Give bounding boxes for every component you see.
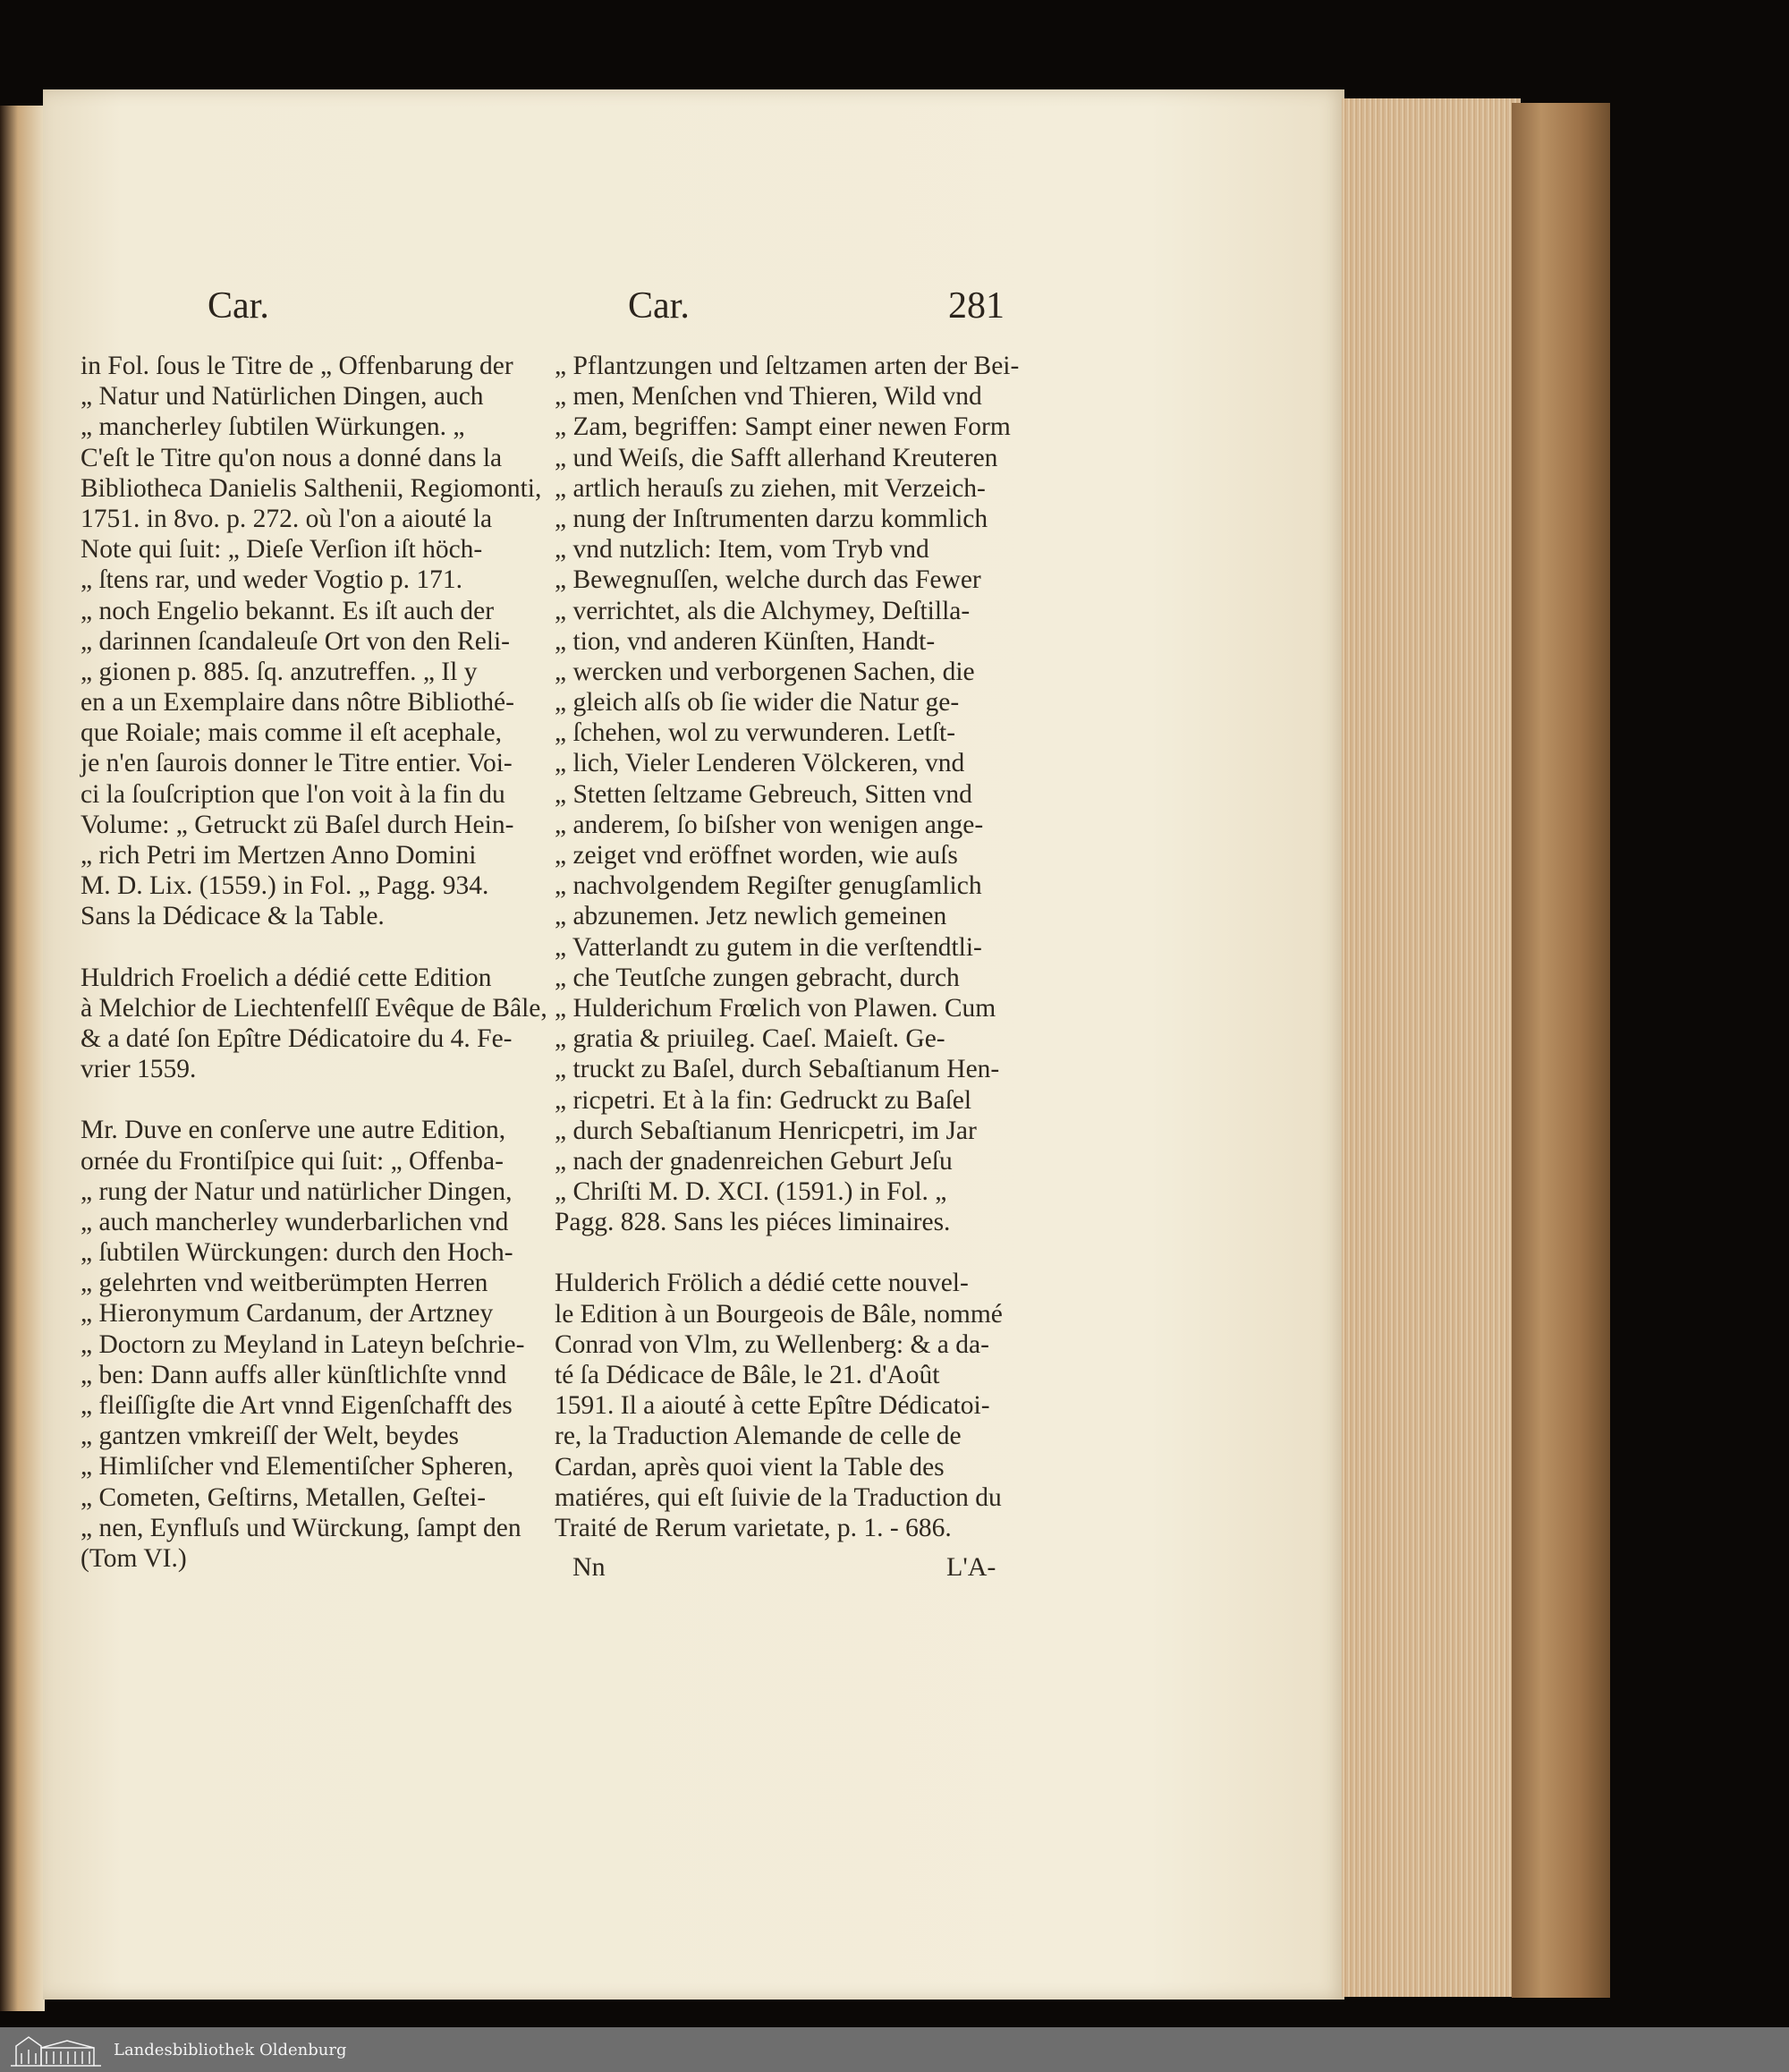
text-line: „ truckt zu Baſel, durch Sebaſtianum Hen- xyxy=(555,1055,1000,1084)
text-line: „ durch Sebaſtianum Henricpetri, im Jar xyxy=(555,1116,977,1145)
text-line: „ vnd nutzlich: Item, vom Tryb vnd xyxy=(555,535,929,565)
text-line: „ auch mancherley wunderbarlichen vnd xyxy=(81,1207,509,1236)
text-line: „ Pflantzungen und ſeltzamen arten der Bei- xyxy=(555,352,1020,380)
text-line: „ Zam, begriffen: Sampt einer newen Form xyxy=(555,412,1011,442)
text-line: „ anderem, ſo biſsher von wenigen ange- xyxy=(555,810,984,839)
text-line: „ nung der Inſtrumenten darzu kommlich xyxy=(555,504,988,533)
text-line: „ fleiſſigſte die Art vnnd Eigenſchafft des xyxy=(81,1391,513,1420)
paragraph-gap xyxy=(555,1237,1000,1268)
text-line: „ verrichtet, als die Alchymey, Deſtilla- xyxy=(555,596,971,625)
text-line: „ tion, vnd anderen Künſten, Handt- xyxy=(555,626,936,656)
left-page-edge xyxy=(0,106,45,2011)
text-line: „ che Teutſche zungen gebracht, durch xyxy=(555,963,960,992)
text-line: „ zeiget vnd eröffnet worden, wie auſs xyxy=(555,841,958,870)
text-line: ci la ſouſcription que l'on voit à la fin du xyxy=(81,779,505,809)
text-line: „ gelehrten vnd weitberümpten Herren xyxy=(81,1269,488,1298)
text-line: je n'en ſaurois donner le Titre entier. Voi- xyxy=(81,749,513,778)
text-line: Traité de Rerum varietate, p. 1. - 686. xyxy=(555,1513,952,1542)
text-line: „ Bewegnuſſen, welche durch das Fewer xyxy=(555,565,981,595)
text-line: „ ſchehen, wol zu verwunderen. Letſt- xyxy=(555,718,956,748)
text-line: „ gratia & priuileg. Caeſ. Maieſt. Ge- xyxy=(555,1024,945,1054)
text-line: „ Vatterlandt zu gutem in die verſtendtli- xyxy=(555,932,982,962)
text-line: „ ſtens rar, und weder Vogtio p. 171. xyxy=(81,565,463,595)
text-line: Bibliotheca Danielis Salthenii, Regiomonti, xyxy=(81,473,542,503)
page-number: 281 xyxy=(948,285,1005,327)
text-line: „ Natur und Natürlichen Dingen, auch xyxy=(81,382,484,412)
text-line: Sans la Dédicace & la Table. xyxy=(81,902,385,931)
running-head-left: Car. xyxy=(208,285,269,327)
text-line: „ lich, Vieler Lenderen Völckeren, vnd xyxy=(555,749,965,778)
text-line: „ Hulderichum Frœlich von Plawen. Cum xyxy=(555,993,996,1023)
text-line: Mr. Duve en conſerve une autre Edition, xyxy=(81,1116,506,1145)
paragraph-gap xyxy=(81,1084,522,1115)
text-line: „ und Weiſs, die Safft allerhand Kreuteren xyxy=(555,443,998,472)
text-line: Huldrich Froelich a dédié cette Edition xyxy=(81,963,492,992)
text-line: „ nen, Eynfluſs und Würckung, ſampt den xyxy=(81,1513,521,1542)
text-line: „ Stetten ſeltzame Gebreuch, Sitten vnd xyxy=(555,779,972,809)
text-line: Pagg. 828. Sans les piéces liminaires. xyxy=(555,1208,951,1237)
text-line: Hulderich Frölich a dédié cette nouvel- xyxy=(555,1269,969,1298)
text-line: „ abzunemen. Jetz newlich gemeinen xyxy=(555,902,947,931)
text-line: „ ben: Dann auffs aller künſtlichſte vnnd xyxy=(81,1360,507,1389)
library-name: Landesbibliothek Oldenburg xyxy=(114,2040,347,2059)
left-text-column xyxy=(81,351,547,1574)
text-line: Cardan, après quoi vient la Table des xyxy=(555,1452,945,1482)
text-line: „ artlich herauſs zu ziehen, mit Verzeich- xyxy=(555,473,986,503)
text-line: „ gleich alſs ob ſie wider die Natur ge- xyxy=(555,688,960,718)
text-line: „ mancherley ſubtilen Würkungen. „ xyxy=(81,412,465,442)
text-line: que Roiale; mais comme il eſt acephale, xyxy=(81,718,503,748)
text-line: en a un Exemplaire dans nôtre Bibliothé- xyxy=(81,688,514,718)
footer-bar xyxy=(0,2027,1789,2072)
catchword: L'A- xyxy=(946,1552,996,1582)
right-text-column xyxy=(555,351,1020,1543)
text-line: C'eſt le Titre qu'on nous a donné dans la xyxy=(81,443,503,472)
text-line: „ wercken und verborgenen Sachen, die xyxy=(555,657,975,686)
page-fore-edge xyxy=(1342,98,1521,1997)
text-line: ornée du Frontiſpice qui ſuit: „ Offenba- xyxy=(81,1146,504,1176)
signature-mark: Nn xyxy=(572,1552,606,1582)
text-line: „ ricpetri. Et à la fin: Gedruckt zu Baſel xyxy=(555,1085,972,1115)
text-line: té ſa Dédicace de Bâle, le 21. d'Août xyxy=(555,1361,940,1389)
text-line: (Tom VI.) xyxy=(81,1543,187,1573)
text-line: in Fol. ſous le Titre de „ Offenbarung der xyxy=(81,352,513,380)
text-line: „ Hieronymum Cardanum, der Artzney xyxy=(81,1299,494,1329)
text-line: „ rich Petri im Mertzen Anno Domini xyxy=(81,841,477,870)
text-line: „ rung der Natur und natürlicher Dingen, xyxy=(81,1176,513,1206)
text-line: „ ſubtilen Würckungen: durch den Hoch- xyxy=(81,1238,513,1268)
text-line: vrier 1559. xyxy=(81,1055,197,1084)
text-line: „ nach der gnadenreichen Geburt Jeſu xyxy=(555,1146,953,1176)
text-line: Note qui ſuit: „ Dieſe Verſion iſt höch- xyxy=(81,535,483,565)
text-line: & a daté ſon Epître Dédicatoire du 4. Fe- xyxy=(81,1023,513,1053)
paragraph-gap xyxy=(81,932,522,963)
text-line: 1591. Il a aiouté à cette Epître Dédicatoi- xyxy=(555,1391,990,1421)
text-line: „ men, Menſchen vnd Thieren, Wild vnd xyxy=(555,382,982,412)
text-line: „ nachvolgendem Regiſter genugſamlich xyxy=(555,871,982,901)
text-line: „ gantzen vmkreiſſ der Welt, beydes xyxy=(81,1422,460,1451)
text-line: 1751. in 8vo. p. 272. où l'on a aiouté la xyxy=(81,504,493,533)
text-line: Volume: „ Getruckt zü Baſel durch Hein- xyxy=(81,810,514,839)
text-line: re, la Traduction Alemande de celle de xyxy=(555,1422,962,1451)
running-head-right: Car. xyxy=(628,285,690,327)
book-cover-board xyxy=(1512,103,1610,1998)
text-line: „ Himliſcher vnd Elementiſcher Spheren, xyxy=(81,1452,514,1482)
text-line: Conrad von Vlm, zu Wellenberg: & a da- xyxy=(555,1329,989,1359)
text-line: „ noch Engelio bekannt. Es iſt auch der xyxy=(81,596,495,625)
text-line: „ darinnen ſcandaleuſe Ort von den Reli- xyxy=(81,626,511,656)
text-line: M. D. Lix. (1559.) in Fol. „ Pagg. 934. xyxy=(81,871,489,901)
text-line: „ Doctorn zu Meyland in Lateyn beſchrie- xyxy=(81,1329,525,1359)
text-line: „ gionen p. 885. ſq. anzutreffen. „ Il y xyxy=(81,657,478,686)
text-line: le Edition à un Bourgeois de Bâle, nommé xyxy=(555,1299,1003,1329)
text-line: à Melchior de Liechtenfelſſ Evêque de Bâle, xyxy=(81,993,547,1023)
text-line: matiéres, qui eſt ſuivie de la Traduction du xyxy=(555,1482,1002,1512)
text-line: „ Chriſti M. D. XCI. (1591.) in Fol. „ xyxy=(555,1177,947,1207)
text-line: „ Cometen, Geſtirns, Metallen, Geſtei- xyxy=(81,1482,487,1512)
library-building-icon xyxy=(9,2032,103,2068)
